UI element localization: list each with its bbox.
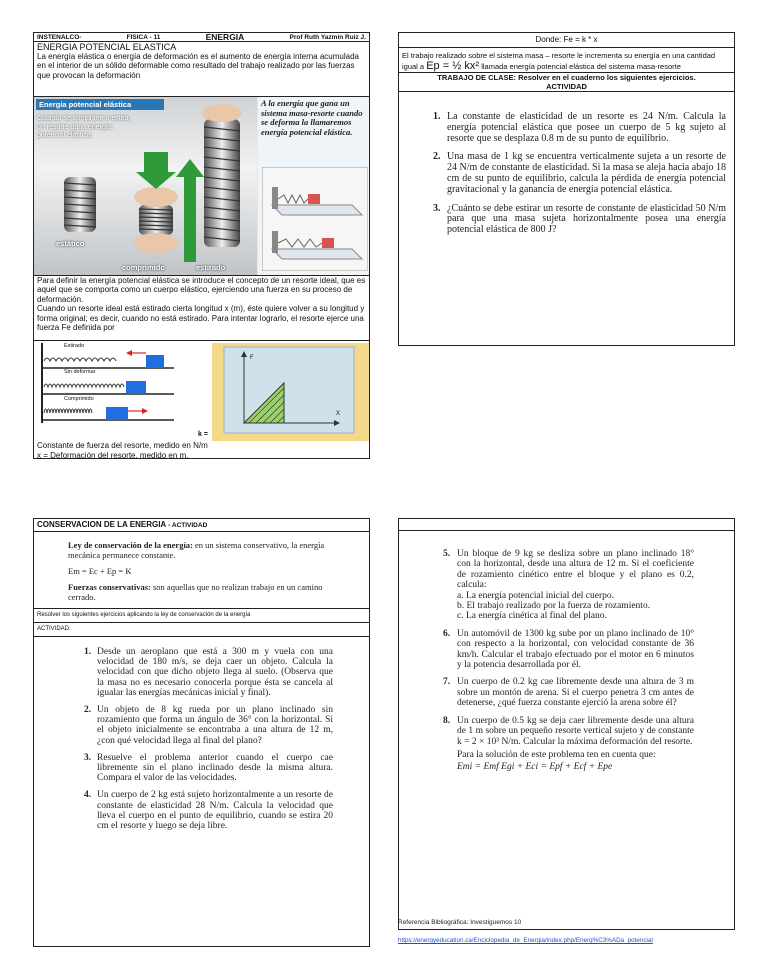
sub-item: b. El trabajo realizado por la fuerza de rozamiento.	[457, 601, 651, 612]
page-1	[33, 32, 370, 459]
class-work-title: TRABAJO DE CLASE: Resolver en el cuaderno los siguientes ejercicios.	[399, 72, 734, 82]
illustration-description: Cuando se comprime o estira, un resorte gana energía potencial elástica.	[37, 115, 131, 139]
force-formula-line: Donde: Fe = k * x	[535, 35, 598, 44]
graph-x-label: X	[336, 411, 341, 418]
compressed-spring	[134, 152, 178, 253]
page-3-header	[34, 519, 369, 532]
label-compressed: comprimido	[122, 263, 165, 272]
reference-url-container	[398, 937, 738, 944]
legend-k: Constante de fuerza del resorte, medido en N/m	[37, 441, 208, 451]
intro-paragraph: La energía elástica o energía de deformación es el aumento de energía interna acumulada en el interior de un sólido deformable como resultado del trabajo realizado por las fuerzas que provocan la deformación	[37, 52, 359, 80]
elastic-energy-illustration	[34, 96, 369, 276]
stretched-spring	[176, 104, 242, 262]
exercise-item: 2. Una masa de 1 kg se encuentra verticalmente sujeta a un resorte de 24 N/m de constante de elasticidad. Si la masa se aleja hacia abajo 18 cm de su punto de equilibrio, calcula la pérdida de energía potencial gravitacional y la ganancia de energía potencial elástica.	[433, 151, 726, 195]
label-stretched: estirado	[196, 263, 226, 272]
compressed-label: Comprimido	[64, 396, 94, 403]
reference-link[interactable]: https://energyeducation.ca/Enciclopedia_de_Energia/index.php/Energ%C3%ADa_potencial	[398, 937, 653, 944]
advanced-exercise-list	[399, 531, 734, 773]
forces-paragraph: Fuerzas conservativas: son aquellas que no realizan trabajo en un camino cerrado.	[68, 582, 323, 602]
exercise-item: 1. Desde un aeroplano que está a 300 m y vuela con una velocidad de 180 m/s, se deja caer un objeto. Calcula la velocidad con que dicho objeto llega al suelo. (Observa que la masa no es necesario conocerla porque ésta se cancela al igualar las energías mecánicas inicial y final).	[84, 647, 333, 698]
elastic-exercise-list	[399, 92, 734, 236]
illustration-side	[258, 97, 369, 276]
page-1-header	[34, 33, 369, 42]
relaxed-label: Sin deformar	[64, 369, 96, 376]
exercise-item: 4. Un cuerpo de 2 kg está sujeto horizontalmente a un resorte de constante de elasticidad 28 N/m. Calcula la velocidad que lleva el cuerpo en el punto de equilibrio, cuando se estira 20 cm el resorte y luego se deja libre.	[84, 790, 333, 832]
conservation-title: CONSERVACION DE LA ENERGIA	[37, 520, 166, 529]
exercise-item: 6. Un automóvil de 1300 kg sube por un plano inclinado de 10° con respecto a la horizontal, con velocidad constante de 36 km/h. Calcular el trabajo efectuado por el motor en 6 minutos y la potencia desarrollada por él.	[443, 628, 694, 671]
topic-name: ENERGIA	[205, 32, 245, 42]
bibliographic-reference: Referencia Bibliográfica: Investiguemos 10	[398, 919, 522, 926]
energy-balance-formula: Emi = Emf Egi + Eci = Epf + Ecf + Epe	[457, 762, 613, 773]
work-paragraph	[399, 47, 734, 72]
down-arrow-icon	[136, 152, 176, 189]
elastic-energy-formula: Ep = ½ kx²	[426, 60, 480, 72]
exercise-item: 1. La constante de elasticidad de un resorte es 24 N/m. Calcula la energía potencial elástica que posee un cuerpo de 5 kg sujeto al resorte que se desplaza 0.8 m de su punto de equilibrio.	[433, 111, 726, 144]
page-4	[398, 518, 735, 930]
conservation-theory	[34, 532, 369, 608]
exercise-item: 3. ¿Cuánto se debe estirar un resorte de constante de elasticidad 50 N/m para que una masa sujeta horizontalmente posea una energía potencial elástica de 800 J?	[433, 202, 726, 236]
exercise-item: 8. Un cuerpo de 0.5 kg se deja caer libremente desde una altura de 1 m sobre un pequeño resorte vertical sujeto y de constante k = 2 × 10³ N/m. Calcular la máxima deformación del resorte. Para la solución de este problema ten en cuenta que: Emi = Emf Egi + Eci = Epf + Ecf + Epe	[443, 715, 694, 773]
exercise-item: 5. Un bloque de 9 kg se desliza sobre un plano inclinado 18° con la horizontal, desde una altura de 12 m. Si el coeficiente de rozamiento cinético entre el bloque y el plano es 0.2, calcula: a. La energía potencial inicial del cuerpo. b. El trabajo realizado por la fuerza de rozamiento. c. La energía cinética al final del plano.	[443, 549, 694, 622]
school-name: INSTENALCO-	[37, 34, 82, 41]
section-title: ENERGIA POTENCIAL ELASTICA	[37, 42, 177, 52]
springs-photo	[34, 97, 257, 276]
spring-deformation-diagram	[34, 340, 369, 441]
graph-f-label: F	[250, 355, 254, 362]
k-label: k =	[198, 431, 208, 439]
sub-item: a. La energía potencial inicial del cuerpo.	[457, 590, 615, 601]
sub-item: c. La energía cinética al final del plano.	[457, 611, 607, 622]
exercise-item: 7. Un cuerpo de 0.2 kg cae libremente desde una altura de 3 m sobre un montón de arena. Si el cuerpo penetra 3 cm antes de detenerse, ¿qué fuerza constante ejerció la arena sobre él?	[443, 677, 694, 709]
page-3	[33, 518, 370, 947]
mass-spring-sketch	[262, 167, 368, 271]
instruction-line: Resolver los siguientes ejercicios aplicando la ley de conservación de la energía	[34, 608, 369, 622]
exercise-item: 2. Un objeto de 8 kg rueda por un plano inclinado sin rozamiento que forma un ángulo de 36° con la horizontal. Si el objeto inicialmente se encontraba a una altura de 12 m, ¿con qué velocidad llega al final del plano?	[84, 705, 333, 746]
spring-states-drawing	[34, 341, 369, 441]
sub-item: Para la solución de este problema ten en cuenta que:	[457, 749, 656, 760]
conservation-subtitle: - ACTIVIDAD	[168, 522, 208, 529]
exercise-item: 3. Resuelve el problema anterior cuando el cuerpo cae libremente sin el plano inclinado desde la misma altura. Compara el valor de las velocidades.	[84, 752, 333, 784]
ideal-spring-paragraph: Para definir la energía potencial elástica se introduce el concepto de un resorte ideal, que es aquel que se comporta como un cuerpo elástico, ejerciendo una fuerza en su proceso de deformación.	[37, 276, 366, 304]
page-4-header-row	[399, 519, 734, 531]
spring-force-paragraph: Cuando un resorte ideal está estirado cierta longitud x (m), éste quiere volver a su longitud y forma original; es decir, cuando no está estirado. Para intentar lograrlo, el resorte ejerce una fuerza Fe definida por	[37, 304, 365, 333]
illustration-tag: Energía potencial elástica	[36, 99, 164, 110]
illustration-side-text: A la energía que gana un sistema masa-resorte cuando se deforma la llamaremos energía potencial elástica.	[261, 98, 363, 137]
work-text-2: llamada energía potencial elástica del sistema masa-resorte	[481, 62, 681, 71]
activity-title: ACTIVIDAD	[399, 82, 734, 92]
conservation-exercise-list	[34, 636, 369, 831]
work-text: El trabajo realizado sobre el sistema masa – resorte le incrementa su energía en una cantidad igual a	[402, 51, 716, 71]
up-arrow-icon	[176, 159, 204, 262]
stretched-label: Estirado	[64, 343, 85, 350]
page-2	[398, 32, 735, 346]
subject-name: FISICA - 11	[126, 34, 161, 41]
legend-x: x = Deformación del resorte, medido en m.	[37, 450, 189, 459]
activity-label: ACTIVIDAD.	[34, 622, 369, 636]
static-spring	[64, 177, 96, 232]
teacher-name: Prof Ruth Yazmin Ruiz J.	[289, 34, 366, 41]
law-paragraph: Ley de conservación de la energía: en un sistema conservativo, la energía mecánica permanece constante.	[68, 540, 325, 560]
conservation-equation: Em = Ec + Ep = K	[68, 566, 132, 576]
label-static: estático	[56, 239, 85, 248]
